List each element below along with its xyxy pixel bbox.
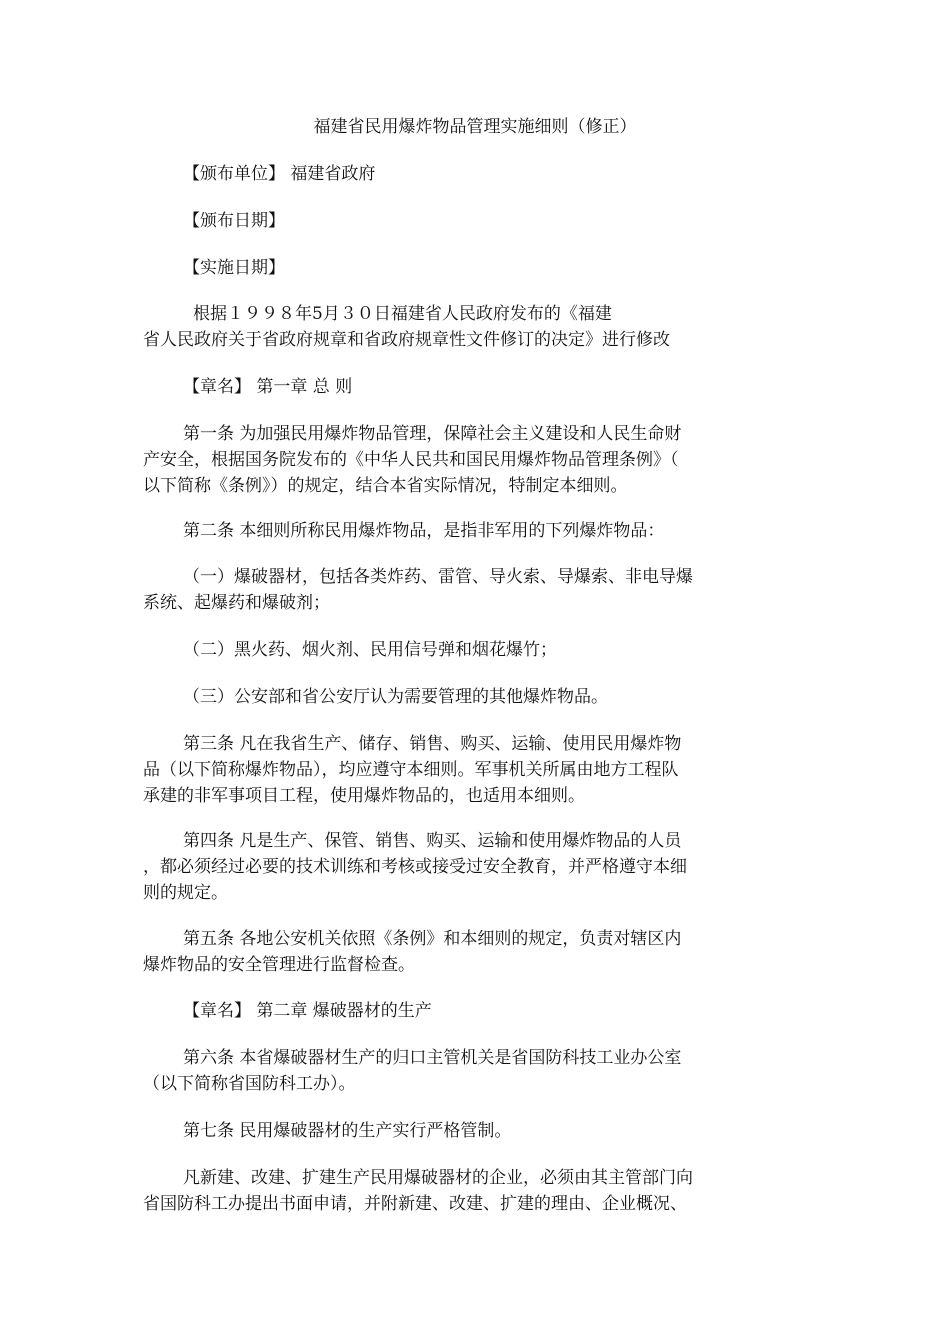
issuer-value: 福建省政府 xyxy=(290,164,376,184)
chapter-name: 第二章 爆破器材的生产 xyxy=(256,1001,432,1021)
issuer-label: 【颁布单位】 xyxy=(183,164,285,184)
article-line: 第五条 各地公安机关依照《条例》和本细则的规定，负责对辖区内 xyxy=(183,929,682,949)
article-7-paragraph-2 xyxy=(143,1165,763,1217)
article-6 xyxy=(143,1045,763,1097)
article-line: 第二条 本细则所称民用爆炸物品，是指非军用的下列爆炸物品： xyxy=(183,521,665,541)
article-line: 第六条 本省爆破器材生产的归口主管机关是省国防科技工业办公室 xyxy=(183,1048,682,1068)
article-7 xyxy=(143,1118,763,1144)
item-line: （二）黑火药、烟火剂、民用信号弹和烟花爆竹； xyxy=(183,640,557,660)
article-2 xyxy=(143,518,763,544)
article-line: 爆炸物品的安全管理进行监督检查。 xyxy=(143,955,415,975)
document-title: 福建省民用爆炸物品管理实施细则（修正） xyxy=(313,117,637,137)
article-line: 品（以下简称爆炸物品），均应遵守本细则。军事机关所属由地方工程队 xyxy=(143,760,679,780)
preamble-line: 省人民政府关于省政府规章和省政府规章性文件修订的决定》进行修改 xyxy=(143,330,670,350)
article-line: 省国防科工办提出书面申请，并附新建、改建、扩建的理由、企业概况、 xyxy=(143,1194,687,1214)
article-line: 产安全，根据国务院发布的《中华人民共和国民用爆炸物品管理条例》（ xyxy=(143,450,679,470)
item-line: （一）爆破器材，包括各类炸药、雷管、导火索、导爆索、非电导爆 xyxy=(183,567,693,587)
chapter-2-heading xyxy=(143,998,763,1024)
chapter-label: 【章名】 xyxy=(183,1001,251,1021)
chapter-name: 第一章 总 则 xyxy=(256,377,353,397)
effective-date-row xyxy=(143,255,763,281)
article-line: ，都必须经过必要的技术训练和考核或接受过安全教育，并严格遵守本细 xyxy=(143,857,687,877)
list-item-2 xyxy=(143,637,763,663)
article-line: 第四条 凡是生产、保管、销售、购买、运输和使用爆炸物品的人员 xyxy=(183,831,682,851)
list-item-1 xyxy=(143,564,763,616)
preamble-paragraph xyxy=(143,301,763,353)
article-line: 以下简称《条例》）的规定，结合本省实际情况，特制定本细则。 xyxy=(143,476,628,496)
item-line: 系统、起爆药和爆破剂； xyxy=(143,593,330,613)
preamble-line: 根据１９９８年5月３０日福建省人民政府发布的《福建 xyxy=(193,304,612,324)
article-5 xyxy=(143,926,763,978)
chapter-1-heading xyxy=(143,374,763,400)
article-line: 凡新建、改建、扩建生产民用爆破器材的企业，必须由其主管部门向 xyxy=(183,1168,693,1188)
article-line: 第一条 为加强民用爆炸物品管理，保障社会主义建设和人民生命财 xyxy=(183,424,682,444)
issuer-row xyxy=(143,161,763,187)
article-line: 第三条 凡在我省生产、储存、销售、购买、运输、使用民用爆炸物 xyxy=(183,734,682,754)
article-1 xyxy=(143,421,763,499)
article-line: （以下简称省国防科工办）。 xyxy=(143,1074,356,1094)
issue-date-row xyxy=(143,208,763,234)
effective-date-label: 【实施日期】 xyxy=(183,258,285,278)
article-line: 第七条 民用爆破器材的生产实行严格管制。 xyxy=(183,1121,512,1141)
article-4 xyxy=(143,828,763,906)
chapter-label: 【章名】 xyxy=(183,377,251,397)
article-line: 则的规定。 xyxy=(143,883,228,903)
list-item-3 xyxy=(143,684,763,710)
article-line: 承建的非军事项目工程，使用爆炸物品的，也适用本细则。 xyxy=(143,786,585,806)
article-3 xyxy=(143,731,763,809)
item-line: （三）公安部和省公安厅认为需要管理的其他爆炸物品。 xyxy=(183,687,608,707)
issue-date-label: 【颁布日期】 xyxy=(183,211,285,231)
